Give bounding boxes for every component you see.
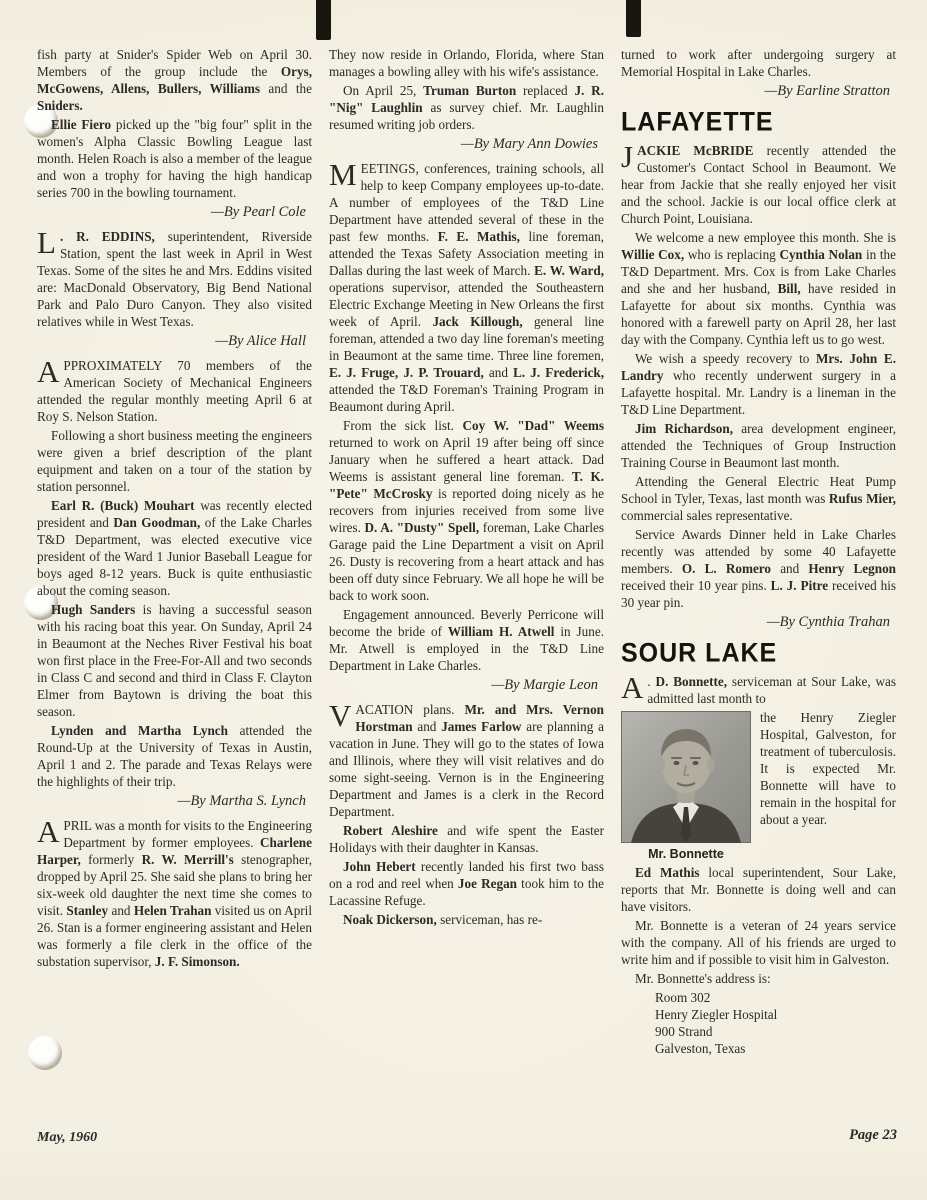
body-text: commercial sales representative. <box>621 508 793 523</box>
body-text: turned to work after undergoing surgery at Memorial Hospital in Lake Charles. <box>621 47 896 79</box>
name-emphasis: Cynthia Nolan <box>779 247 863 262</box>
byline: —By Mary Ann Dowies <box>460 136 598 152</box>
body-text: are planning a vacation in June. They will go to the states of Iowa and Illinois, where they will visit relatives and do some sight-seeing. Vernon is in the Engineering Department and James is a clerk in the Record Department. <box>329 719 604 819</box>
body-text: general line foreman, attended a two day line foreman's meeting in Beaumont at the same time. Three line foremen, <box>329 314 605 363</box>
name-emphasis: Willie Cox, <box>621 247 685 262</box>
paragraph <box>37 601 312 720</box>
name-emphasis: Helen Trahan <box>133 903 212 918</box>
name-emphasis: . R. EDDINS, <box>59 229 155 244</box>
name-emphasis: E. W. Ward, <box>534 263 604 278</box>
name-emphasis: James Farlow <box>441 719 522 734</box>
body-text: attended the T&D Foreman's Training Program in Beaumont during April. <box>329 382 604 414</box>
name-emphasis: Earl R. (Buck) Mouhart <box>51 498 195 513</box>
name-emphasis: Noak Dickerson, <box>343 912 437 927</box>
body-text: took him to the Lacassine Refuge. <box>329 876 604 908</box>
name-emphasis: Mr. and Mrs. Vernon Horstman <box>355 702 604 734</box>
paragraph <box>37 46 312 114</box>
body-text: . <box>647 674 656 689</box>
name-emphasis: Orys, McGowens, Allens, Bullers, Williams <box>37 64 312 96</box>
name-emphasis: Charlene Harper, <box>37 835 312 867</box>
body-text: replaced <box>516 83 575 98</box>
paragraph <box>621 526 896 611</box>
paragraph <box>329 858 604 909</box>
body-text: EETINGS, conferences, training schools, all help to keep Company employees up-to-date. A number of employees of the T&D Line Department have attended several of these in the past few months. <box>329 161 604 244</box>
registration-mark <box>316 0 331 40</box>
footer-issue-date: May, 1960 <box>37 1130 98 1145</box>
name-emphasis: L. J. Frederick, <box>513 365 605 380</box>
name-emphasis: Ellie Fiero <box>51 117 112 132</box>
drop-cap: L <box>37 225 56 260</box>
paragraph <box>37 427 312 495</box>
paragraph <box>329 822 604 856</box>
body-text: operations supervisor, attended the Southeastern Electric Exchange Meeting in New Orleans the first week of April. <box>329 280 604 329</box>
name-emphasis: Lynden and Martha Lynch <box>51 723 228 738</box>
body-text: have resided in Lafayette for about six months. Cynthia was honored with a farewell party on April 28, her last day with the Company. Cynthia left us to go west. <box>621 281 897 347</box>
name-emphasis: Robert Aleshire <box>343 823 438 838</box>
name-emphasis: ACKIE McBRIDE <box>637 143 754 158</box>
paragraph <box>329 417 604 604</box>
paragraph <box>37 354 312 425</box>
body-text: recently attended the Customer's Contact School in Beaumont. We hear from Jackie that she really enjoyed her visit and the school. Jackie is our local office clerk at Church Point, Louisiana. <box>621 143 897 226</box>
mr-bonnette-portrait-image <box>621 711 751 843</box>
body-text: and <box>412 719 442 734</box>
name-emphasis: F. E. Mathis, <box>437 229 520 244</box>
name-emphasis: D. Bonnette, <box>655 674 728 689</box>
name-emphasis: Henry Legnon <box>808 561 897 576</box>
body-text: and <box>483 365 514 380</box>
body-text: Engagement announced. Beverly Perricone will become the bride of <box>329 607 604 639</box>
column-2 <box>329 46 604 1118</box>
name-emphasis: T. K. "Pete" McCrosky <box>329 469 605 501</box>
paragraph <box>621 350 896 418</box>
body-text: and the <box>260 81 313 96</box>
byline: —By Pearl Cole <box>210 204 306 220</box>
paragraph <box>621 139 897 227</box>
body-text: From the sick list. <box>343 418 463 433</box>
address-line: Galveston, Texas <box>655 1041 746 1056</box>
name-emphasis: John Hebert <box>343 859 416 874</box>
body-text: foreman, Lake Charles Garage paid the Line Department a visit on April 26. Dusty is recovering from a heart attack and has been off duty since February. We all hope he will be back to work soon. <box>329 520 604 603</box>
drop-cap: M <box>329 157 357 192</box>
body-text: serviceman, has re- <box>436 912 543 927</box>
body-text: formerly <box>80 852 142 867</box>
drop-cap: J <box>621 139 634 174</box>
drop-cap: A <box>37 814 60 849</box>
paragraph <box>621 420 896 471</box>
body-text: the Henry Ziegler Hospital, Galveston, for treatment of tuberculosis. It is expected Mr. Bonnette will have to remain in the hospital for about a year. <box>760 710 896 827</box>
body-text: ACATION plans. <box>355 702 465 717</box>
body-text: area development engineer, attended the Techniques of Group Instruction Training Course in Beaumont last month. <box>621 421 896 470</box>
paragraph <box>621 46 896 80</box>
body-text: PPROXIMATELY 70 members of the American Society of Mechanical Engineers attended the regular monthly meeting April 6 at Roy S. Nelson Station. <box>37 358 312 424</box>
footer-page-number: Page 23 <box>849 1127 897 1143</box>
body-text: and wife spent the Easter Holidays with their daughter in Kansas. <box>329 823 604 855</box>
body-text: They now reside in Orlando, Florida, where Stan manages a bowling alley with his wife's assistance. <box>329 47 604 79</box>
paragraph <box>37 225 312 330</box>
body-text: Mr. Bonnette is a veteran of 24 years service with the company. All of his friends are urged to write him and if possible to visit him in Galveston. <box>621 918 896 967</box>
body-text: Mr. Bonnette's address is: <box>635 971 771 986</box>
body-text: PRIL was a month for visits to the Engineering Department by former employees. <box>63 818 312 850</box>
name-emphasis: Sniders. <box>37 98 83 113</box>
body-text: Following a short business meeting the engineers were given a brief description of the plant equipment and taken on a tour of the station by station personnel. <box>37 428 312 494</box>
byline: —By Alice Hall <box>215 333 306 349</box>
name-emphasis: Rufus Mier, <box>828 491 896 506</box>
paragraph <box>329 698 604 820</box>
name-emphasis: E. J. Fruge, J. P. Trouard, <box>329 365 484 380</box>
name-emphasis: D. A. "Dusty" Spell, <box>364 520 480 535</box>
registration-mark <box>626 0 641 37</box>
body-text: attended the Round-Up at the University of Texas in Austin, April 1 and 2. The parade and Texas Relays were the highlights of their trip. <box>37 723 312 789</box>
body-text: is having a successful season with his racing boat this year. On Sunday, April 24 in Beaumont at the Neches River Festival his boat won first place in the Free-For-All and two seconds in Class C and second and third in Class F. Clayton Elmer from Baytown is driving the boat this season. <box>37 602 312 719</box>
name-emphasis: R. W. Merrill's <box>141 852 234 867</box>
address-block <box>655 989 896 1057</box>
paragraph <box>37 722 312 790</box>
body-text: returned to work on April 19 after being off since January when he suffered a heart attack. Dad Weems is assistant general line foreman. <box>329 435 604 484</box>
body-text: local superintendent, Sour Lake, reports that Mr. Bonnette is doing well and can have visitors. <box>621 865 896 914</box>
name-emphasis: Hugh Sanders <box>51 602 136 617</box>
drop-cap: A <box>37 354 60 389</box>
body-text: in the T&D Department. Mrs. Cox is from Lake Charles and she and her husband, <box>621 247 896 296</box>
body-text: in June. Mr. Atwell is employed in the T&D Line Department in Lake Charles. <box>329 624 605 673</box>
name-emphasis: J. R. "Nig" Laughlin <box>329 83 604 115</box>
body-text: visited us on April 26. Stan is a former engineering assistant and Helen was formerly a file clerk in the office of the substation supervisor, <box>37 903 313 969</box>
column-1 <box>37 46 312 1118</box>
body-text: was recently elected president and <box>37 498 312 530</box>
name-emphasis: Jack Killough, <box>432 314 523 329</box>
body-text: and <box>771 561 809 576</box>
body-text: Attending the General Electric Heat Pump School in Tyler, Texas, last month was <box>621 474 896 506</box>
paragraph <box>621 970 896 987</box>
body-text: who is replacing <box>684 247 780 262</box>
body-text: as survey chief. Mr. Laughlin resumed writing job orders. <box>329 100 604 132</box>
paragraph <box>621 864 896 915</box>
name-emphasis: Bill, <box>777 281 801 296</box>
paragraph <box>329 911 604 928</box>
name-emphasis: Stanley <box>66 903 109 918</box>
drop-cap: A <box>621 670 644 705</box>
photo-paragraph <box>621 709 896 862</box>
drop-cap: V <box>329 698 352 733</box>
name-emphasis: Truman Burton <box>423 83 517 98</box>
name-emphasis: Jim Richardson, <box>635 421 734 436</box>
body-text: We welcome a new employee this month. She is <box>635 230 896 245</box>
columns <box>37 46 897 1118</box>
paragraph <box>329 157 605 415</box>
body-text: line foreman, attended the Texas Safety Association meeting in Dallas during the last week of March. <box>329 229 604 278</box>
name-emphasis: Joe Regan <box>457 876 518 891</box>
section-heading-lafayette: LAFAYETTE <box>621 106 774 138</box>
address-line: Henry Ziegler Hospital <box>655 1007 778 1022</box>
name-emphasis: Mrs. John E. Landry <box>621 351 896 383</box>
paragraph <box>329 46 604 80</box>
section-heading-sour-lake: SOUR LAKE <box>621 637 778 669</box>
body-text: picked up the "big four" split in the women's Alpha Classic Bowling League last month. Helen Roach is also a member of the league and won a trophy for having the high handicap series 700 in the bowling tournament. <box>37 117 312 200</box>
address-line: 900 Strand <box>655 1024 713 1039</box>
body-text: is reported doing nicely as he recovers from injuries received from some live wires. <box>329 486 604 535</box>
name-emphasis: O. L. Romero <box>681 561 772 576</box>
name-emphasis: Coy W. "Dad" Weems <box>462 418 604 433</box>
paragraph <box>621 473 896 524</box>
body-text: We wish a speedy recovery to <box>635 351 816 366</box>
name-emphasis: J. F. Simonson. <box>154 954 240 969</box>
body-text: fish party at Snider's Spider Web on April 30. Members of the group include the <box>37 47 312 79</box>
body-text: On April 25, <box>343 83 424 98</box>
address-line: Room 302 <box>655 990 711 1005</box>
byline: —By Cynthia Trahan <box>766 614 890 630</box>
body-text: Service Awards Dinner held in Lake Charles recently was attended by some 40 Lafayette members. <box>621 527 896 576</box>
byline: —By Margie Leon <box>491 677 598 693</box>
photo-caption: Mr. Bonnette <box>648 847 724 861</box>
body-text: of the Lake Charles T&D Department, was elected executive vice president of the Ward 1 Junior Baseball League for boys aged 8-12 years. Buck is quite enthusiastic about the coming season. <box>37 515 312 598</box>
name-emphasis: L. J. Pitre <box>770 578 829 593</box>
body-text: and <box>108 903 134 918</box>
body-text: serviceman at Sour Lake, was admitted last month to <box>647 674 897 706</box>
name-emphasis: William H. Atwell <box>447 624 555 639</box>
paragraph <box>37 497 312 599</box>
paragraph <box>621 229 896 348</box>
paragraph <box>329 606 604 674</box>
body-text: who recently underwent surgery in a Lafayette hospital. Mr. Landry is a lineman in the T&D Line Department. <box>621 368 896 417</box>
paragraph <box>329 82 604 133</box>
byline: —By Martha S. Lynch <box>177 793 306 809</box>
name-emphasis: Dan Goodman, <box>113 515 201 530</box>
mr-bonnette-photo <box>621 711 751 862</box>
paragraph <box>37 116 312 201</box>
body-text: superintendent, Riverside Station, spent the last week in April in West Texas. Some of the sites he and Mrs. Eddins visited are: MacDonald Observatory, Big Bend National Park and Palo Duro Canyon. They also visited relatives while in West Texas. <box>37 229 312 329</box>
column-3 <box>621 46 896 1118</box>
paragraph <box>621 917 896 968</box>
body-text: stenographer, dropped by April 25. She said she plans to bring her six-week old daughter the next time she comes to visit. <box>37 852 312 918</box>
body-text: received his 30 year pin. <box>621 578 897 610</box>
byline: —By Earline Stratton <box>764 83 890 99</box>
body-text: recently landed his first two bass on a rod and reel when <box>329 859 604 891</box>
name-emphasis: Ed Mathis <box>635 865 700 880</box>
paragraph <box>37 814 313 970</box>
body-text: received their 10 year pins. <box>621 578 771 593</box>
paragraph <box>621 670 897 707</box>
